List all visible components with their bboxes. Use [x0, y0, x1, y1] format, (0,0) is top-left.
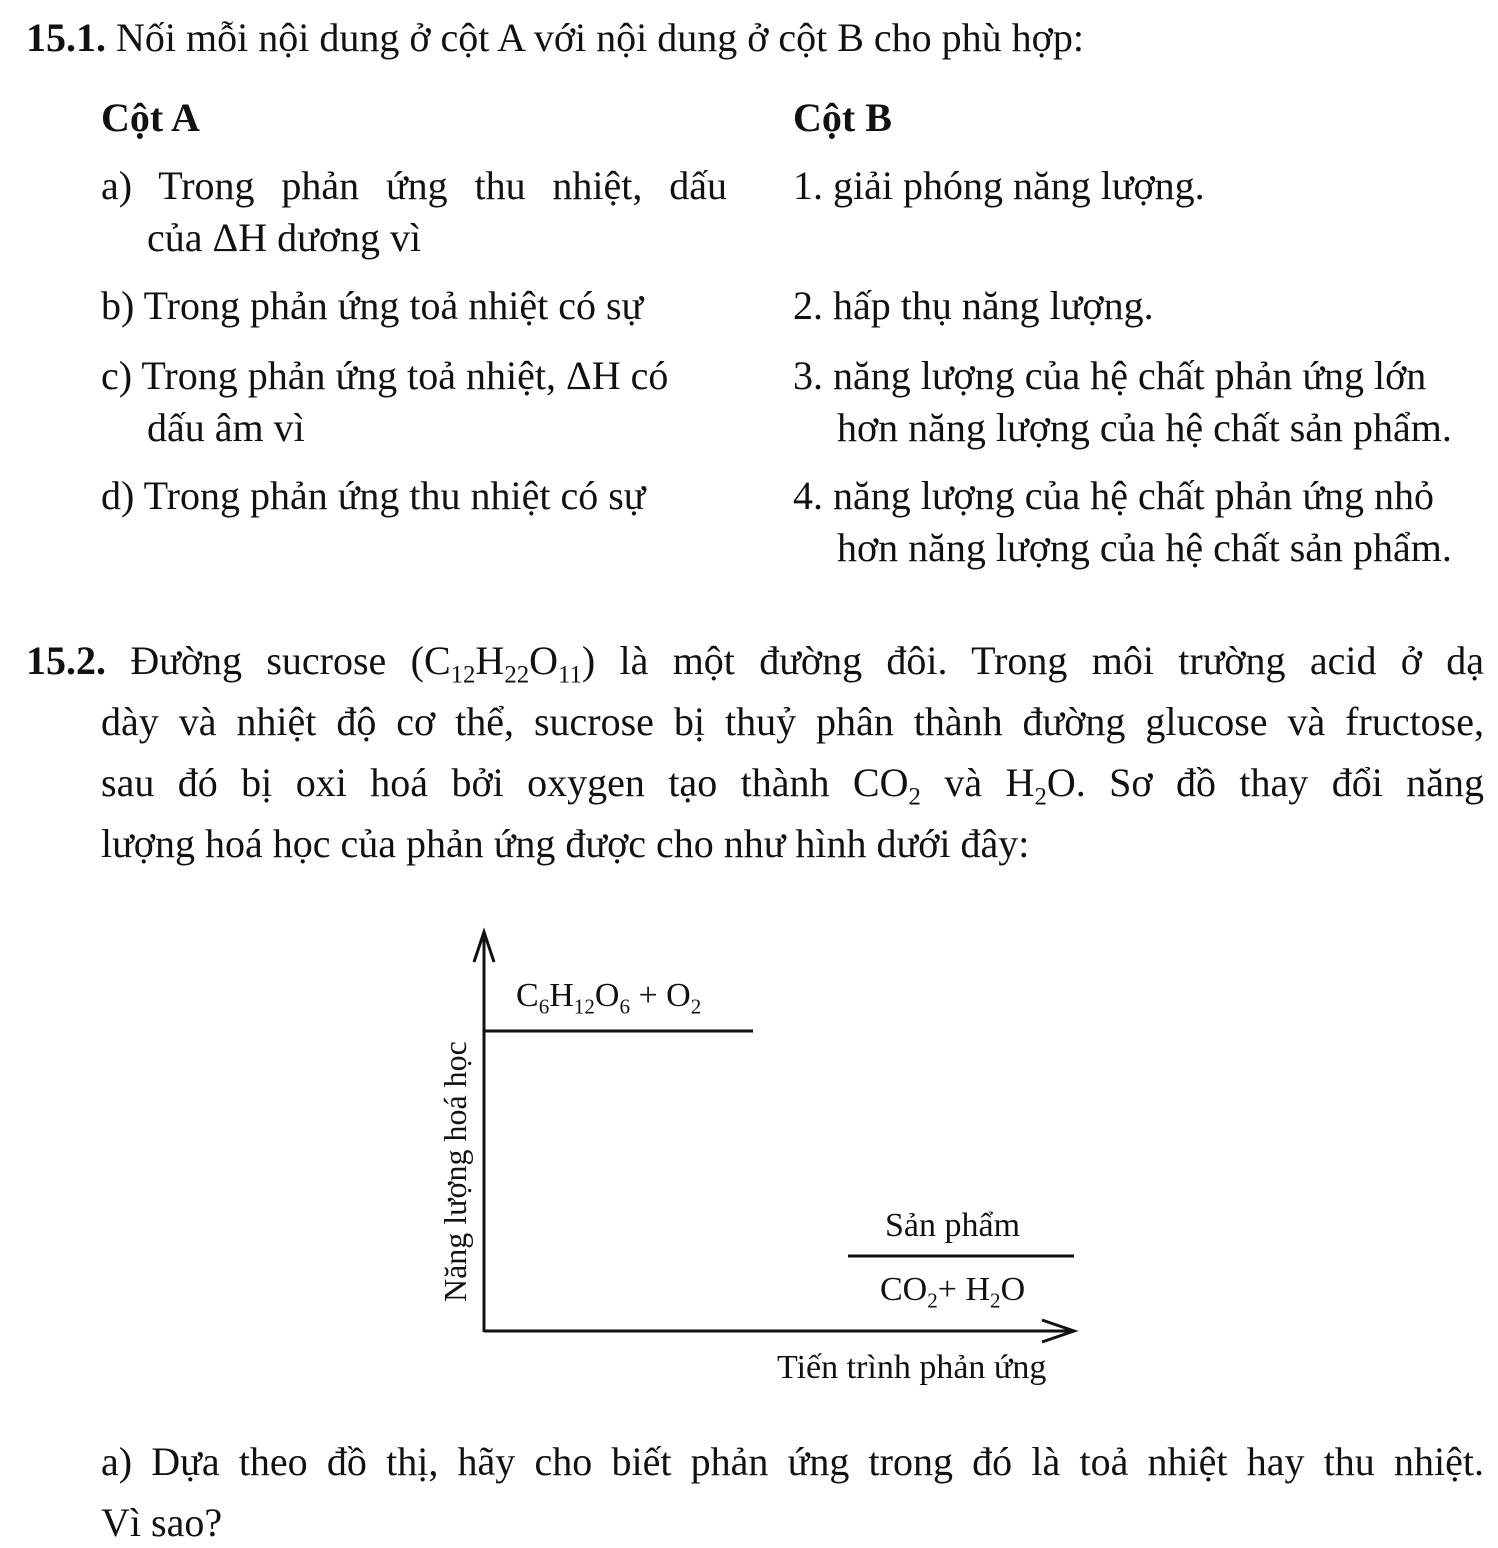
column-b-item-3-line2: hơn năng lượng của hệ chất sản phẩm. [837, 405, 1452, 450]
text-span: và [944, 760, 983, 805]
column-b-item-2: 2. hấp thụ năng lượng. [793, 283, 1154, 328]
exercise-15-2-line4: lượng hoá học của phản ứng được cho như hình dưới đây: [101, 821, 1030, 866]
question-a-line1: a) Dựa theo đồ thị, hãy cho biết phản ứng trong đó là toả nhiệt hay thu nhiệt. [101, 1439, 1484, 1484]
exercise-number: 15.1. [26, 15, 106, 60]
column-a-item-c-line1: c) Trong phản ứng toả nhiệt, ΔH có [101, 353, 669, 398]
question-a-line2: Vì sao? [101, 1500, 223, 1545]
y-axis-label: Năng lượng hoá học [437, 1041, 473, 1302]
exercise-number: 15.2. [26, 638, 106, 683]
column-b-header: Cột B [793, 95, 892, 140]
formula-sucrose: $C_{12}H_{22}O_{11}$ [423, 638, 582, 689]
text-span: ) là một đường đôi. Trong môi trường acid ở dạ [581, 638, 1484, 683]
x-axis-label: Tiến trình phản ứng [777, 1349, 1047, 1386]
product-formula: $CO_2+ H_2O$ [880, 1271, 1026, 1313]
column-a-item-a-line2: của ΔH dương vì [147, 215, 422, 260]
exercise-15-2-line2: dày và nhiệt độ cơ thể, sucrose bị thuỷ phân thành đường glucose và fructose, [101, 699, 1484, 744]
column-a-item-d-line1: d) Trong phản ứng thu nhiệt có sự [101, 473, 646, 518]
column-b-item-3-line1: 3. năng lượng của hệ chất phản ứng lớn [793, 353, 1427, 398]
formula-co2: $CO_2$ [852, 760, 921, 811]
column-a-item-b-line1: b) Trong phản ứng toả nhiệt có sự [101, 283, 644, 328]
column-b-item-4-line1: 4. năng lượng của hệ chất phản ứng nhỏ [793, 473, 1435, 518]
text-span: Đường sucrose ( [130, 638, 424, 683]
formula-h2o: $H_2O$. Sơ đồ thay đổi năng [1005, 760, 1485, 811]
column-a-item-a-line1: a) Trong phản ứng thu nhiệt, dấu [101, 163, 727, 208]
column-b-item-4-line2: hơn năng lượng của hệ chất sản phẩm. [837, 525, 1452, 570]
column-b-item-1: 1. giải phóng năng lượng. [793, 163, 1205, 208]
column-a-header: Cột A [101, 95, 200, 140]
reactant-label: $C_6H_{12}O_6 + O_2$ [516, 977, 702, 1019]
text-span: sau đó bị oxi hoá bởi oxygen tạo thành [101, 760, 830, 805]
exercise-prompt-text: Nối mỗi nội dung ở cột A với nội dung ở cột B cho phù hợp: [116, 15, 1084, 60]
product-caption: Sản phẩm [885, 1207, 1021, 1244]
column-a-item-c-line2: dấu âm vì [147, 405, 305, 450]
